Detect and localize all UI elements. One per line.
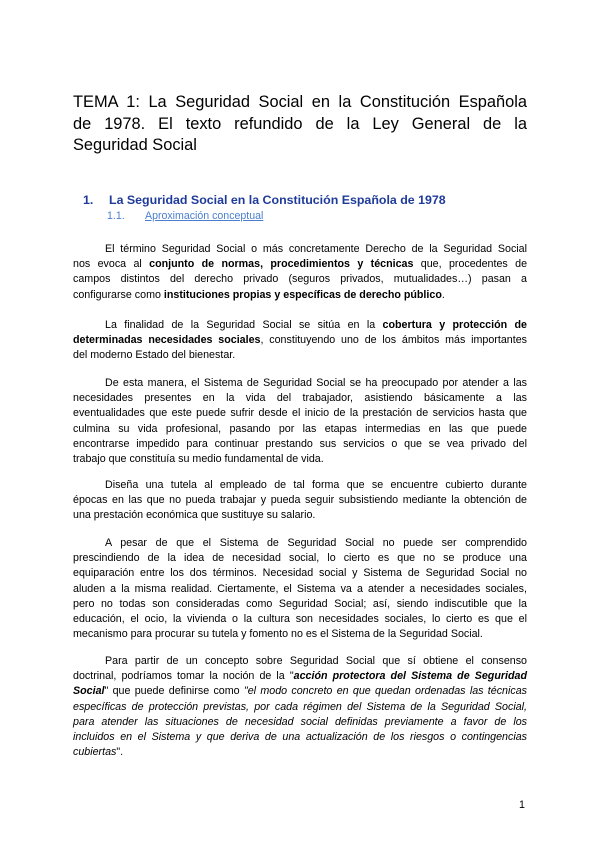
text-line: Diseña una tutela al empleado de tal forma que se encuentre cubierto durante	[105, 479, 527, 491]
italic-text: cubiertas	[73, 746, 117, 759]
text-line: trabajo que constituía su medio fundamental de vida.	[73, 453, 324, 466]
text-line: incluidos en el Sistema y que deriva de una actualización de los riesgos o contingencias	[73, 731, 527, 744]
paragraph	[73, 654, 527, 760]
text-line: épocas en las que no pueda trabajar y pueda seguir subsistiendo mediante la obtención de	[73, 494, 527, 507]
text-line: cubiertas".	[73, 746, 124, 759]
text-line: configurarse como instituciones propias y específicas de derecho público.	[73, 288, 445, 301]
text-line: mecanismo para procurar su tutela y fomento no es el Sistema de la Seguridad Social.	[73, 628, 483, 641]
text-line: culmina su vida profesional, pasando por las etapas intermedias en las que puede	[73, 422, 527, 435]
text-line: necesidades presentes en la vida del trabajador, asistiendo básicamente a las	[73, 392, 527, 405]
subsection-heading	[107, 210, 263, 222]
subsection-title-link[interactable]: Aproximación conceptual	[145, 210, 264, 222]
text-line: prescindiendo de la idea de necesidad social, lo cierto es que no se produce una	[73, 552, 527, 565]
text-line: encontrarse impedido para continuar prestando sus servicios o que se vea privado del	[73, 437, 527, 450]
paragraph	[73, 478, 527, 524]
text-line: Social" que puede definirse como "el modo concreto en que quedan ordenadas las técnicas	[73, 685, 527, 698]
section-number: 1.	[83, 193, 94, 207]
italic-text: "el modo concreto en que quedan ordenadas las técnicas	[243, 685, 527, 698]
text-line: determinadas necesidades sociales, constituyendo uno de los ámbitos más importantes	[73, 334, 527, 347]
text-line: eventualidades que este puede sufrir desde el inicio de la prestación de servicios hasta que	[73, 407, 527, 420]
text-line: específicas de protección previstas, por cada régimen del Sistema de la Seguridad Social,	[73, 700, 527, 713]
text-line: A pesar de que el Sistema de Seguridad Social no puede ser comprendido	[105, 537, 527, 549]
bold-text: determinadas necesidades sociales	[73, 334, 261, 347]
text-line: equiparación entre los dos términos. Necesidad social y Sistema de Seguridad Social no	[73, 567, 527, 580]
paragraph	[73, 376, 527, 467]
text-line: pero no todas son consideradas como Seguridad Social; así, siendo indiscutible que la	[73, 597, 527, 610]
page-number: 1	[519, 799, 525, 811]
subsection-number: 1.1.	[107, 210, 125, 222]
title-line: Seguridad Social	[73, 136, 197, 154]
text-line: nos evoca al conjunto de normas, procedimientos y técnicas que, procedentes de	[73, 258, 528, 271]
text-line: Para partir de un concepto sobre Seguridad Social que sí obtiene el consenso	[105, 655, 527, 667]
paragraph	[73, 536, 527, 642]
text-line: una prestación económica que sustituye su salario.	[73, 509, 316, 522]
text-line: De esta manera, el Sistema de Seguridad Social se ha preocupado por atender a las	[105, 377, 527, 389]
bold-text: conjunto de normas, procedimientos y técnicas	[149, 258, 414, 271]
text-line: para atender las situaciones de necesidad social definidas previamente a favor de los	[73, 715, 527, 728]
bold-italic-text: Social	[73, 685, 105, 698]
document-title	[73, 92, 527, 157]
text-line: del moderno Estado del bienestar.	[73, 349, 236, 362]
text-line: educación, el ocio, la vivienda o la cultura son necesidades sociales, lo cierto es que el	[73, 613, 527, 626]
text-line: El término Seguridad Social o más concretamente Derecho de la Seguridad Social	[105, 243, 527, 255]
text-line: aluden a la misma realidad. Ciertamente, el Sistema va a atender a necesidades sociales,	[73, 582, 527, 595]
text-line: doctrinal, podríamos tomar la noción de la "acción protectora del Sistema de Seguridad	[73, 670, 527, 683]
bold-italic-text: acción protectora del Sistema de Seguridad	[293, 670, 527, 683]
title-line: TEMA 1: La Seguridad Social en la Constitución Española	[73, 93, 527, 111]
bold-text: instituciones propias y específicas de derecho público	[163, 288, 442, 301]
text-line: La finalidad de la Seguridad Social se sitúa en la cobertura y protección de	[105, 319, 527, 331]
paragraph	[73, 318, 527, 364]
section-heading	[83, 193, 446, 207]
text-line: campos distintos del derecho privado (seguros privados, mutualidades…) pasan a	[73, 273, 527, 286]
bold-text: cobertura y protección de	[382, 319, 527, 331]
paragraph	[73, 242, 527, 303]
section-title: La Seguridad Social en la Constitución Española de 1978	[109, 193, 446, 207]
title-line: de 1978. El texto refundido de la Ley General de la	[73, 114, 527, 133]
